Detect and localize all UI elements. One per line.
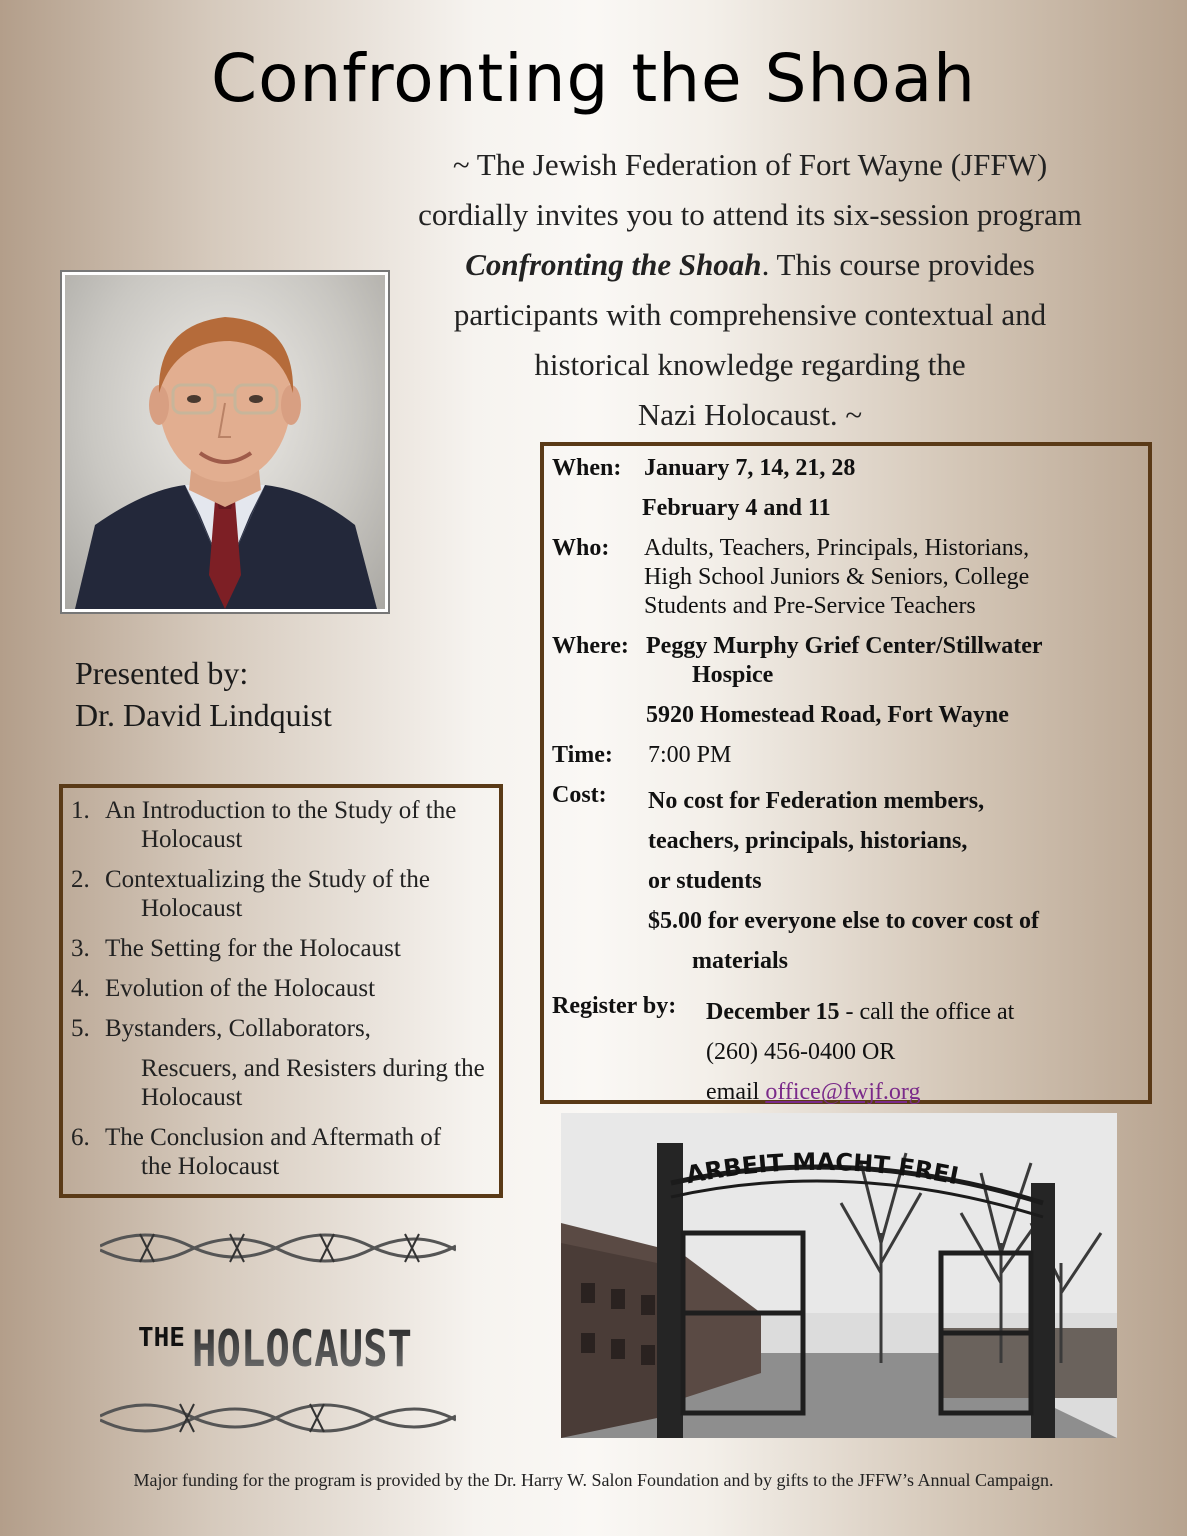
presenter-block bbox=[75, 652, 332, 736]
event-details bbox=[540, 442, 1152, 1104]
session-number: 2. bbox=[71, 866, 90, 893]
register-rest: - call the office at bbox=[839, 999, 1015, 1025]
auschwitz-gate-photo bbox=[561, 1113, 1117, 1438]
where-address: 5920 Homestead Road, Fort Wayne bbox=[646, 702, 1009, 728]
session-item bbox=[71, 934, 491, 963]
session-title: The Setting for the Holocaust bbox=[105, 935, 401, 962]
intro-line-4: participants with comprehensive contextual and bbox=[453, 297, 1047, 332]
intro-line-3 bbox=[370, 240, 1130, 290]
time-value: 7:00 PM bbox=[648, 742, 732, 768]
cost-line-4: $5.00 for everyone else to cover cost of bbox=[648, 908, 1039, 934]
when-dates-line2: February 4 and 11 bbox=[642, 495, 831, 521]
barbed-wire-bottom-icon bbox=[100, 1404, 456, 1432]
when-row bbox=[552, 454, 1148, 523]
cost-line-5: materials bbox=[692, 948, 788, 974]
page-title: Confronting the Shoah bbox=[210, 40, 976, 117]
when-dates-line1: January 7, 14, 21, 28 bbox=[644, 455, 856, 481]
cost-label: Cost: bbox=[552, 782, 607, 808]
session-item bbox=[71, 796, 491, 854]
session-title: Bystanders, Collaborators, bbox=[105, 1015, 371, 1042]
register-date: December 15 bbox=[706, 999, 840, 1025]
gate-photo-illustration bbox=[561, 1113, 1117, 1438]
session-title: Contextualizing the Study of the bbox=[105, 866, 430, 893]
barbed-wire-graphic bbox=[100, 1216, 456, 1442]
when-dates bbox=[644, 454, 855, 523]
register-phone: (260) 456-0400 OR bbox=[706, 1039, 896, 1065]
session-title: The Conclusion and Aftermath of bbox=[105, 1124, 442, 1151]
where-line-1: Peggy Murphy Grief Center/Stillwater bbox=[646, 633, 1043, 659]
session-title-cont: Rescuers, and Resisters during the Holocaust bbox=[141, 1055, 485, 1111]
funding-footer: Major funding for the program is provided by the Dr. Harry W. Salon Foundation and by gifts to the JFFW’s Annual Campaign. bbox=[133, 1470, 1054, 1490]
session-item bbox=[71, 1123, 491, 1181]
session-title-cont: the Holocaust bbox=[141, 1153, 280, 1180]
intro-text bbox=[370, 140, 1130, 440]
graphic-the: THE bbox=[138, 1323, 185, 1353]
gate-sign-textpath: ARBEIT MACHT FREI bbox=[683, 1147, 961, 1191]
register-value bbox=[706, 992, 1014, 1112]
cost-line-2: teachers, principals, historians, bbox=[648, 828, 968, 854]
intro-line-1: ~ The Jewish Federation of Fort Wayne (JFFW) bbox=[452, 147, 1048, 182]
cost-row bbox=[552, 781, 1148, 981]
who-line-1: Adults, Teachers, Principals, Historians, bbox=[644, 535, 1030, 561]
where-line-2: Hospice bbox=[692, 662, 774, 688]
portrait-illustration bbox=[65, 275, 385, 609]
intro-line-5: historical knowledge regarding the bbox=[534, 347, 966, 382]
session-item bbox=[71, 974, 491, 1003]
who-line-2: High School Juniors & Seniors, College bbox=[644, 564, 1030, 590]
barbed-wire-top-icon bbox=[100, 1234, 456, 1262]
program-name: Confronting the Shoah bbox=[465, 247, 762, 282]
session-title-cont: Holocaust bbox=[141, 895, 243, 922]
who-line-3: Students and Pre-Service Teachers bbox=[644, 593, 976, 619]
session-number: 1. bbox=[71, 797, 90, 824]
holocaust-graphic bbox=[100, 1216, 456, 1442]
graphic-holocaust: HOLOCAUST bbox=[192, 1320, 412, 1378]
session-title-cont: Holocaust bbox=[141, 826, 243, 853]
session-item bbox=[71, 865, 491, 923]
when-label: When: bbox=[552, 455, 622, 481]
session-title: Evolution of the Holocaust bbox=[105, 975, 376, 1002]
cost-line-1: No cost for Federation members, bbox=[648, 788, 985, 814]
register-label: Register by: bbox=[552, 993, 677, 1019]
where-row bbox=[552, 632, 1148, 730]
presented-by-label: Presented by: bbox=[75, 655, 249, 691]
time-row bbox=[552, 741, 1148, 770]
presenter-name: Dr. David Lindquist bbox=[75, 697, 332, 733]
session-title: An Introduction to the Study of the bbox=[105, 797, 457, 824]
register-email-prefix: email bbox=[706, 1079, 766, 1105]
intro-line-6: Nazi Holocaust. ~ bbox=[637, 397, 863, 432]
presenter-portrait bbox=[62, 272, 388, 612]
cost-value bbox=[648, 781, 1039, 981]
session-number: 3. bbox=[71, 935, 90, 962]
session-list bbox=[59, 784, 503, 1198]
time-label: Time: bbox=[552, 742, 613, 768]
register-email-link[interactable]: office@fwjf.org bbox=[765, 1079, 921, 1105]
session-number: 5. bbox=[71, 1015, 90, 1042]
where-label: Where: bbox=[552, 633, 629, 659]
intro-line-3-rest: . This course provides bbox=[761, 247, 1035, 282]
where-value bbox=[646, 632, 1043, 730]
who-value bbox=[644, 534, 1029, 621]
who-label: Who: bbox=[552, 535, 610, 561]
register-row bbox=[552, 992, 1148, 1112]
who-row bbox=[552, 534, 1148, 621]
session-number: 4. bbox=[71, 975, 90, 1002]
session-item bbox=[71, 1014, 491, 1112]
session-number: 6. bbox=[71, 1124, 90, 1151]
cost-line-3: or students bbox=[648, 868, 762, 894]
intro-line-2: cordially invites you to attend its six-session program bbox=[418, 197, 1082, 232]
